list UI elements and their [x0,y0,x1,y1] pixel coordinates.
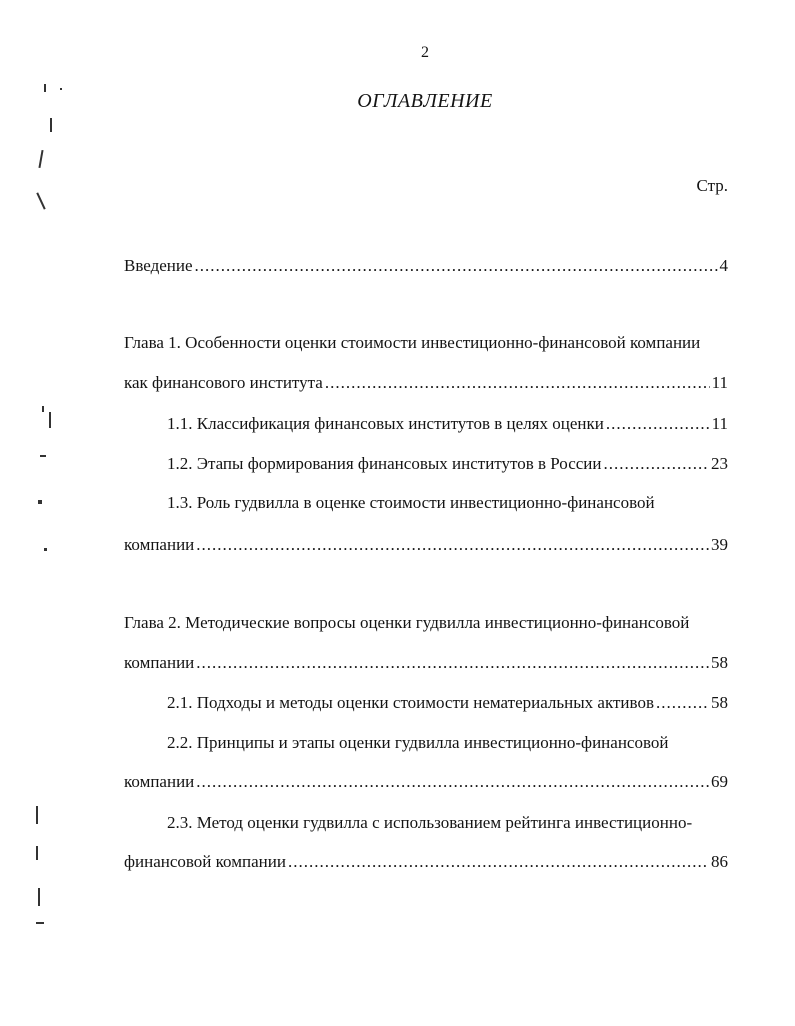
toc-entry-1-3-heading [167,491,728,515]
toc-entry-page: 11 [711,373,728,392]
toc-leader-dots [196,651,709,675]
toc-entry-text: финансовой компании [124,852,286,871]
toc-entry-text: Введение [124,256,193,275]
toc-entry-chapter-1-heading [124,331,728,355]
toc-entry-text: Глава 2. Методические вопросы оценки гудвилла инвестиционно-финансовой [124,613,690,632]
scan-speck [38,150,43,168]
toc-entry-text: 1.2. Этапы формирования финансовых институтов в России [167,454,602,473]
toc-entry-1-2 [167,452,728,476]
toc-entry-chapter-2 [124,651,728,675]
scan-speck [44,84,46,92]
toc-title: ОГЛАВЛЕНИЕ [357,90,493,112]
scan-speck [42,406,44,412]
toc-leader-dots [288,850,709,874]
page-number: 2 [421,44,429,61]
toc-leader-dots [325,371,710,395]
toc-entry-text: компании [124,535,195,554]
toc-entry-1-3 [124,533,728,557]
scan-speck [50,118,52,132]
toc-entry-text: 2.1. Подходы и методы оценки стоимости нематериальных активов [167,693,654,712]
toc-entry-text: как финансового института [124,373,323,392]
scan-speck [60,88,62,90]
toc-entry-2-2-heading [167,731,728,755]
scan-speck [36,192,45,209]
toc-entry-text: компании [124,772,195,791]
toc-entry-text: Глава 1. Особенности оценки стоимости инвестиционно-финансовой компании [124,333,701,352]
scan-speck [36,922,44,924]
scan-speck [49,412,51,428]
toc-entry-page: 4 [719,256,728,275]
scan-speck [36,806,38,824]
toc-entry-text: компании [124,653,195,672]
toc-entry-page: 58 [711,653,728,672]
toc-entry-text: 1.3. Роль гудвилла в оценке стоимости инвестиционно-финансовой [167,493,655,512]
toc-entry-text: 2.3. Метод оценки гудвилла с использованием рейтинга инвестиционно- [167,813,693,832]
scan-speck [38,888,40,906]
toc-entry-1-1 [167,412,728,436]
toc-entry-chapter-1 [124,371,728,395]
toc-entry-2-3 [124,850,728,874]
toc-leader-dots [606,412,710,436]
scan-speck [40,455,46,457]
toc-entry-page: 69 [711,772,728,791]
toc-leader-dots [604,452,710,476]
toc-entry-2-1 [167,691,728,715]
toc-leader-dots [656,691,709,715]
toc-entry-introduction [124,254,728,278]
scan-speck [36,846,38,860]
toc-leader-dots [196,770,709,794]
scan-speck [38,500,42,504]
toc-entry-page: 11 [711,414,728,433]
toc-entry-2-2 [124,770,728,794]
toc-entry-page: 39 [711,535,728,554]
page-column-label: Стр. [696,176,728,195]
toc-entry-text: 1.1. Классификация финансовых институтов в целях оценки [167,414,604,433]
toc-entry-page: 23 [711,454,728,473]
toc-leader-dots [195,254,718,278]
toc-entry-page: 86 [711,852,728,871]
scan-speck [44,548,47,551]
toc-entry-page: 58 [711,693,728,712]
toc-leader-dots [196,533,709,557]
toc-entry-chapter-2-heading [124,611,728,635]
toc-entry-text: 2.2. Принципы и этапы оценки гудвилла инвестиционно-финансовой [167,733,669,752]
toc-entry-2-3-heading [167,811,728,835]
